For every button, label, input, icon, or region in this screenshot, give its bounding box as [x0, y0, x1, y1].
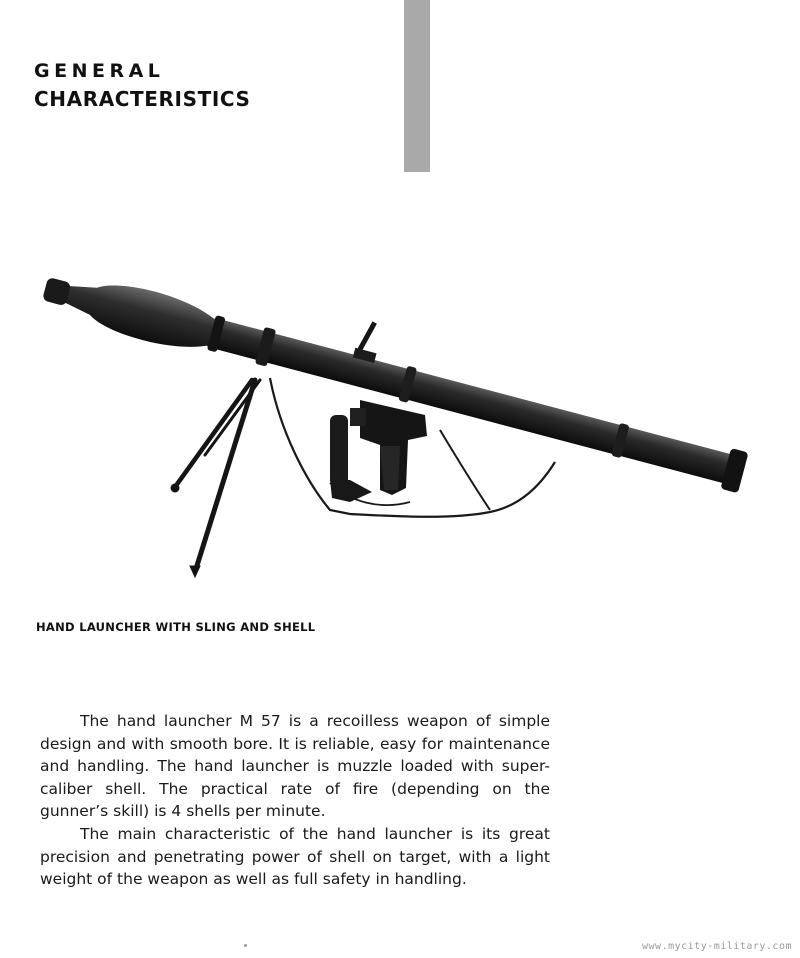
page-heading: [34, 58, 251, 114]
bipod: [171, 380, 260, 577]
heading-line-2: CHARACTERISTICS: [34, 87, 251, 111]
decorative-gray-bar: [404, 0, 430, 172]
figure-caption: HAND LAUNCHER WITH SLING AND SHELL: [36, 620, 316, 634]
heading-line-1: GENERAL: [34, 60, 165, 82]
speck: [244, 944, 247, 947]
watermark: www.mycity-military.com: [642, 941, 792, 952]
body-text: [40, 710, 550, 891]
paragraph: The main characteristic of the hand launcher is its great precision and penetrating power of shell on target, with a light weight of the weapon as well as full safety in handling.: [40, 824, 550, 889]
hand-launcher-icon: [30, 240, 780, 590]
paragraph: The hand launcher M 57 is a recoilless weapon of simple design and with smooth bore. It is reliable, easy for maintenance and handling. The hand launcher is muzzle loaded with super-caliber shell. The practical rate of fire (depending on the gunner’s skill) is 4 shells per minute.: [40, 712, 550, 821]
pistol-grip: [330, 400, 427, 502]
